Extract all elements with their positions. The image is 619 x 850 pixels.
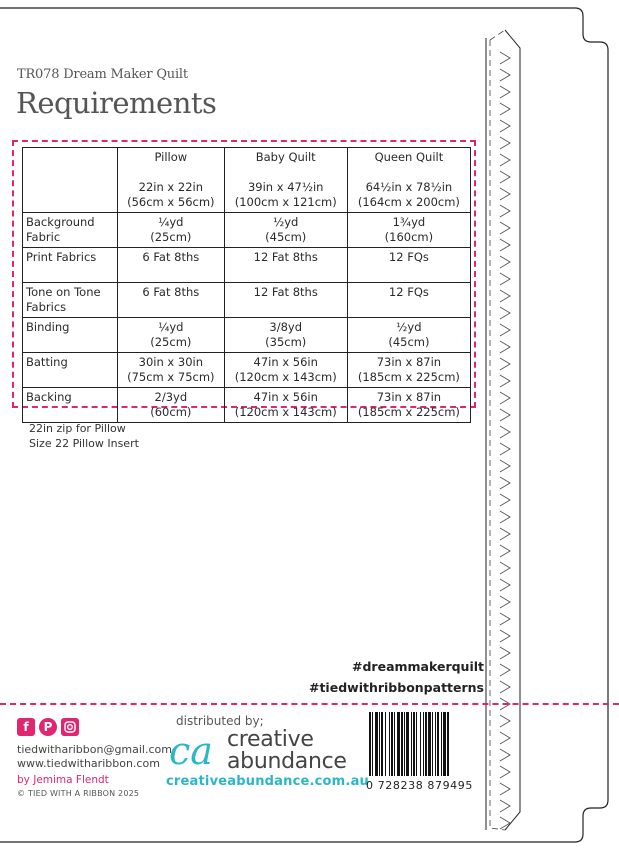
stitch-mark (500, 69, 510, 81)
row-label: Backing (23, 388, 118, 423)
table-row (23, 388, 471, 423)
table-row (23, 213, 471, 248)
contact-info (17, 743, 172, 771)
stitch-mark (500, 358, 510, 370)
stitch-mark (500, 154, 510, 166)
stitch-mark (500, 613, 510, 625)
cell-queen: 73in x 87in (185cm x 225cm) (347, 388, 470, 423)
stitch-mark (500, 256, 510, 268)
barcode-bar (416, 712, 417, 776)
svg-text:ca: ca (169, 730, 213, 770)
stitch-mark (500, 392, 510, 404)
cell-queen: 12 FQs (347, 283, 470, 318)
stitch-mark (500, 205, 510, 217)
instagram-icon[interactable] (61, 718, 79, 736)
barcode-bar (435, 712, 436, 776)
cell-pillow: 30in x 30in (75cm x 75cm) (118, 353, 225, 388)
barcode-bar (391, 712, 393, 776)
stitch-mark (500, 681, 510, 693)
barcode-bar (381, 712, 383, 776)
barcode-bar (385, 712, 386, 776)
notes (29, 421, 139, 451)
cell-pillow: 2/3yd (60cm) (118, 388, 225, 423)
stitch-mark (500, 630, 510, 642)
size-baby-cm: (100cm x 121cm) (234, 195, 337, 209)
row-label: Print Fabrics (23, 248, 118, 283)
stitch-mark (500, 817, 510, 829)
stitch-mark (500, 409, 510, 421)
stitch-mark (500, 52, 510, 64)
stitch-mark (500, 222, 510, 234)
barcode-bar (411, 712, 412, 776)
stitch-mark (500, 137, 510, 149)
stitch-mark (500, 596, 510, 608)
barcode-bar (413, 712, 415, 776)
row-label: Tone on Tone Fabrics (23, 283, 118, 318)
column-header-baby-quilt: Baby Quilt 39in x 47½in (100cm x 121cm) (224, 148, 347, 213)
table-header-row (23, 148, 471, 213)
stitch-mark (500, 324, 510, 336)
stitch-mark (500, 749, 510, 761)
cell-queen: ½yd (45cm) (347, 318, 470, 353)
size-queen: 64½in x 78½in (365, 180, 453, 194)
barcode-bar (389, 712, 390, 776)
barcode-bar (441, 712, 442, 776)
cell-baby: 3/8yd (35cm) (224, 318, 347, 353)
cell-baby: 47in x 56in (120cm x 143cm) (224, 353, 347, 388)
social-links (17, 718, 79, 736)
stitch-mark (500, 307, 510, 319)
size-baby: 39in x 47½in (247, 180, 324, 194)
cell-baby: 12 Fat 8ths (224, 248, 347, 283)
distributor-label: distributed by; (176, 714, 264, 728)
facebook-icon[interactable]: f (17, 718, 35, 736)
stitch-mark (500, 239, 510, 251)
pinterest-icon[interactable]: P (39, 718, 57, 736)
stitch-mark (500, 783, 510, 795)
cell-queen: 73in x 87in (185cm x 225cm) (347, 353, 470, 388)
barcode-bar (369, 712, 371, 776)
barcode-bar (406, 712, 409, 776)
barcode-bar (401, 712, 403, 776)
barcode-bar (428, 712, 431, 776)
website-link[interactable]: www.tiedwitharibbon.com (17, 757, 160, 770)
cell-baby: ½yd (45cm) (224, 213, 347, 248)
size-pillow: 22in x 22in (138, 180, 203, 194)
table-row (23, 318, 471, 353)
stitch-mark (500, 528, 510, 540)
stitch-mark (500, 120, 510, 132)
barcode-bar (404, 712, 405, 776)
page-title: Requirements (16, 86, 217, 120)
author-credit: by Jemima Flendt (17, 774, 109, 786)
stitch-mark (500, 715, 510, 727)
size-queen-cm: (164cm x 200cm) (357, 195, 460, 209)
stitch-mark (500, 188, 510, 200)
barcode-bar (432, 712, 433, 776)
requirements-table (22, 147, 471, 423)
stitch-mark (500, 766, 510, 778)
barcode-bar (394, 712, 395, 776)
stitch-mark (500, 460, 510, 472)
copyright: © TIED WITH A RIBBON 2025 (17, 789, 140, 798)
table-row (23, 353, 471, 388)
cell-queen: 12 FQs (347, 248, 470, 283)
stitch-mark (500, 426, 510, 438)
note-zip: 22in zip for Pillow (29, 422, 126, 435)
stitch-mark (500, 800, 510, 812)
size-pillow-cm: (56cm x 56cm) (127, 195, 215, 209)
cell-pillow: 6 Fat 8ths (118, 248, 225, 283)
hashtag-dreammakerquilt: #dreammakerquilt (352, 659, 484, 674)
distributor-url[interactable]: creativeabundance.com.au (166, 774, 369, 789)
creative-abundance-logo-icon (167, 730, 225, 770)
barcode-bar (397, 712, 400, 776)
cell-pillow: 6 Fat 8ths (118, 283, 225, 318)
stitch-mark (500, 562, 510, 574)
table-corner-cell (23, 148, 118, 213)
row-label: Background Fabric (23, 213, 118, 248)
stitch-mark (500, 545, 510, 557)
stitch-mark (500, 341, 510, 353)
table-row (23, 248, 471, 283)
barcode-bar (423, 712, 424, 776)
stitch-mark (500, 290, 510, 302)
distributor-name-line2: abundance (227, 749, 347, 774)
stitch-mark (500, 647, 510, 659)
barcode-bar (372, 712, 373, 776)
stitch-mark (500, 86, 510, 98)
barcode-icon (367, 712, 485, 778)
cell-queen: 1¾yd (160cm) (347, 213, 470, 248)
stitch-mark (500, 477, 510, 489)
cell-baby: 47in x 56in (120cm x 143cm) (224, 388, 347, 423)
stitch-mark (500, 103, 510, 115)
stitch-mark (500, 664, 510, 676)
row-label: Batting (23, 353, 118, 388)
barcode-bar (437, 712, 439, 776)
stitch-mark (500, 579, 510, 591)
row-label: Binding (23, 318, 118, 353)
distributor-name-line1: creative (227, 727, 314, 752)
barcode-bar (447, 712, 449, 776)
cell-baby: 12 Fat 8ths (224, 283, 347, 318)
stitch-mark (500, 732, 510, 744)
barcode-number: 0 728238 879495 (366, 779, 473, 792)
stitch-mark (500, 494, 510, 506)
email-link[interactable]: tiedwitharibbon@gmail.com (17, 743, 172, 756)
column-header-pillow: Pillow 22in x 22in (56cm x 56cm) (118, 148, 225, 213)
pattern-subtitle: TR078 Dream Maker Quilt (17, 67, 188, 82)
cell-pillow: ¼yd (25cm) (118, 318, 225, 353)
cell-pillow: ¼yd (25cm) (118, 213, 225, 248)
barcode-bar (379, 712, 380, 776)
barcode-bar (443, 712, 446, 776)
barcode-bar (425, 712, 427, 776)
stitch-mark (500, 171, 510, 183)
column-header-queen-quilt: Queen Quilt 64½in x 78½in (164cm x 200cm) (347, 148, 470, 213)
stitch-mark (500, 375, 510, 387)
note-insert: Size 22 Pillow Insert (29, 437, 139, 450)
stitch-mark (500, 273, 510, 285)
stitch-mark (500, 511, 510, 523)
stitch-mark (500, 443, 510, 455)
barcode-bar (420, 712, 421, 776)
hashtag-tiedwithribbon: #tiedwithribbonpatterns (308, 680, 484, 695)
barcode-bar (375, 712, 378, 776)
table-row (23, 283, 471, 318)
footer-divider (0, 703, 619, 705)
